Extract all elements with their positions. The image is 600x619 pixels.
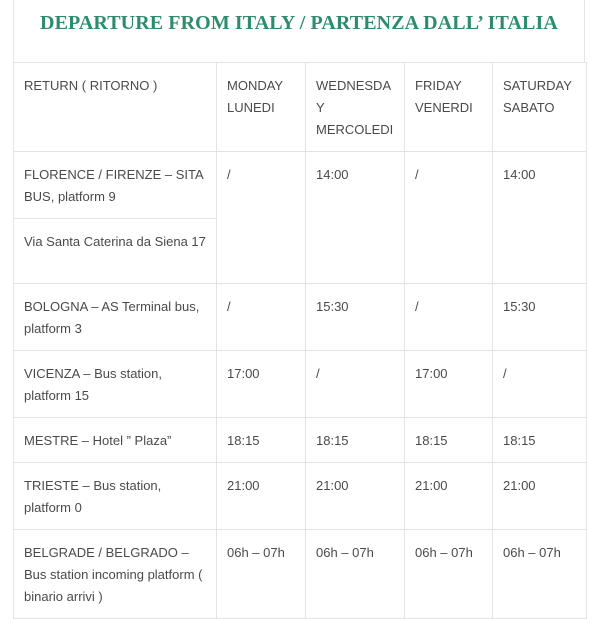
title-box [13,0,585,62]
time-cell-monday: 18:15 [217,418,306,463]
header-wednesday-en: WEDNESDAY [316,78,392,115]
time-cell-wednesday: / [306,351,405,418]
time-cell-wednesday: 06h – 07h [306,530,405,619]
time-cell-wednesday: 15:30 [306,284,405,351]
time-cell-monday: / [217,152,306,284]
header-friday [405,63,493,152]
time-cell-wednesday: 21:00 [306,463,405,530]
stop-cell: FLORENCE / FIRENZE – SITA BUS, platform 9 [14,152,217,219]
header-wednesday [306,63,405,152]
table-row [14,351,587,418]
header-friday-en: FRIDAY [415,78,462,93]
stop-cell: VICENZA – Bus station, platform 15 [14,351,217,418]
time-cell-monday: 21:00 [217,463,306,530]
header-monday-it: LUNEDI [227,100,275,115]
time-cell-saturday: 21:00 [493,463,587,530]
header-monday [217,63,306,152]
time-cell-friday: / [405,152,493,284]
time-cell-saturday: 18:15 [493,418,587,463]
time-cell-wednesday: 14:00 [306,152,405,284]
time-cell-saturday: / [493,351,587,418]
header-return [14,63,217,152]
schedule-table [13,62,587,619]
time-cell-saturday: 14:00 [493,152,587,284]
header-saturday-en: SATURDAY [503,78,572,93]
stop-cell: TRIESTE – Bus station, platform 0 [14,463,217,530]
header-wednesday-it: MERCOLEDI [316,122,394,137]
time-cell-wednesday: 18:15 [306,418,405,463]
time-cell-saturday: 06h – 07h [493,530,587,619]
time-cell-monday: 17:00 [217,351,306,418]
page-title: DEPARTURE FROM ITALY / PARTENZA DALL’ ITALIA [40,12,558,34]
header-monday-en: MONDAY [227,78,284,93]
time-cell-saturday: 15:30 [493,284,587,351]
stop-cell: BOLOGNA – AS Terminal bus, platform 3 [14,284,217,351]
stop-address-cell: Via Santa Caterina da Siena 17 [14,219,217,284]
time-cell-friday: 06h – 07h [405,530,493,619]
header-return-label: RETURN ( RITORNO ) [24,78,158,93]
time-cell-monday: 06h – 07h [217,530,306,619]
table-header-row [14,63,587,152]
table-row [14,530,587,619]
table-row [14,418,587,463]
time-cell-friday: / [405,284,493,351]
stop-cell: BELGRADE / BELGRADO – Bus station incoming platform ( binario arrivi ) [14,530,217,619]
header-saturday [493,63,587,152]
time-cell-friday: 21:00 [405,463,493,530]
time-cell-friday: 17:00 [405,351,493,418]
table-row [14,152,587,219]
stop-cell: MESTRE – Hotel ” Plaza” [14,418,217,463]
time-cell-monday: / [217,284,306,351]
header-saturday-it: SABATO [503,100,555,115]
table-row [14,284,587,351]
time-cell-friday: 18:15 [405,418,493,463]
table-row [14,463,587,530]
header-friday-it: VENERDI [415,100,473,115]
